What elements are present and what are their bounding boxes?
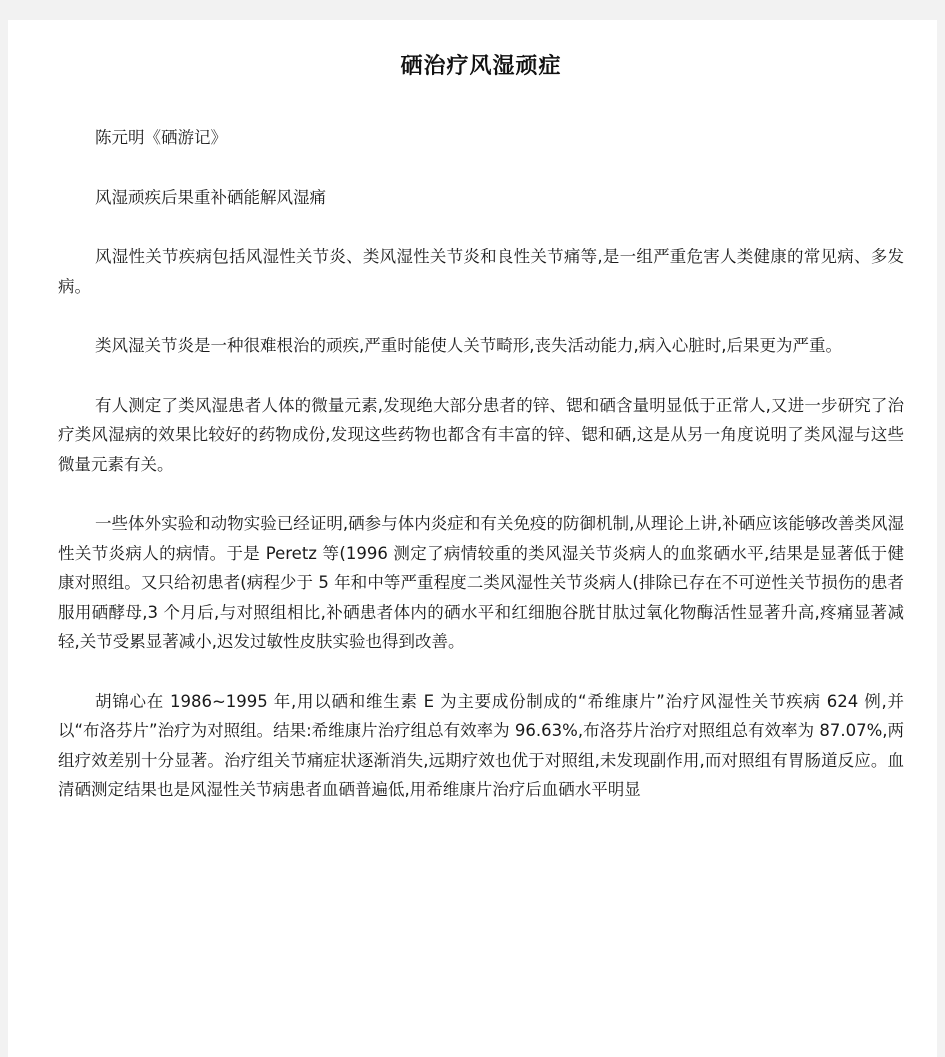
paragraph: 胡锦心在 1986~1995 年,用以硒和维生素 E 为主要成份制成的“希维康片”治疗风湿性关节疾病 624 例,并以“布洛芬片”治疗为对照组。结果:希维康片治疗组总有效率为 96.63%,布洛芬片治疗对照组总有效率为 87.07%,两组疗效差别十分显著。治疗组关节痛症状逐渐消失,远期疗效也优于对照组,未发现副作用,而对照组有胃肠道反应。血清硒测定结果也是风湿性关节病患者血硒普遍低,用希维康片治疗后血硒水平明显 — [58, 691, 904, 799]
paragraph: 风湿性关节疾病包括风湿性关节炎、类风湿性关节炎和良性关节痛等,是一组严重危害人类健康的常见病、多发病。 — [58, 247, 904, 296]
paragraph: 类风湿关节炎是一种很难根治的顽疾,严重时能使人关节畸形,丧失活动能力,病入心脏时,后果更为严重。 — [95, 336, 842, 355]
paragraph: 有人测定了类风湿患者人体的微量元素,发现绝大部分患者的锌、锶和硒含量明显低于正常人,又进一步研究了治疗类风湿病的效果比较好的药物成份,发现这些药物也都含有丰富的锌、锶和硒,这是从另一角度说明了类风湿与这些微量元素有关。 — [58, 395, 904, 474]
document-page — [8, 20, 937, 1057]
author-line: 陈元明《硒游记》 — [95, 128, 227, 147]
subtitle-line: 风湿顽疾后果重补硒能解风湿痛 — [95, 187, 326, 207]
paragraph: 一些体外实验和动物实验已经证明,硒参与体内炎症和有关免疫的防御机制,从理论上讲,补硒应该能够改善类风湿性关节炎病人的病情。于是 Peretz 等(1996 测定了病情较重的类风湿关节炎病人的血浆硒水平,结果是显著低于健康对照组。又只给初患者(病程少于 5 年和中等严重程度二类风湿性关节炎病人(排除已存在不可逆性关节损伤的患者服用硒酵母,3 个月后,与对照组相比,补硒患者体内的硒水平和红细胞谷胱甘肽过氧化物酶活性显著升高,疼痛显著减轻,关节受累显著减小,迟发过敏性皮肤实验也得到改善。 — [58, 514, 904, 651]
document-title: 硒治疗风湿顽症 — [400, 54, 562, 79]
